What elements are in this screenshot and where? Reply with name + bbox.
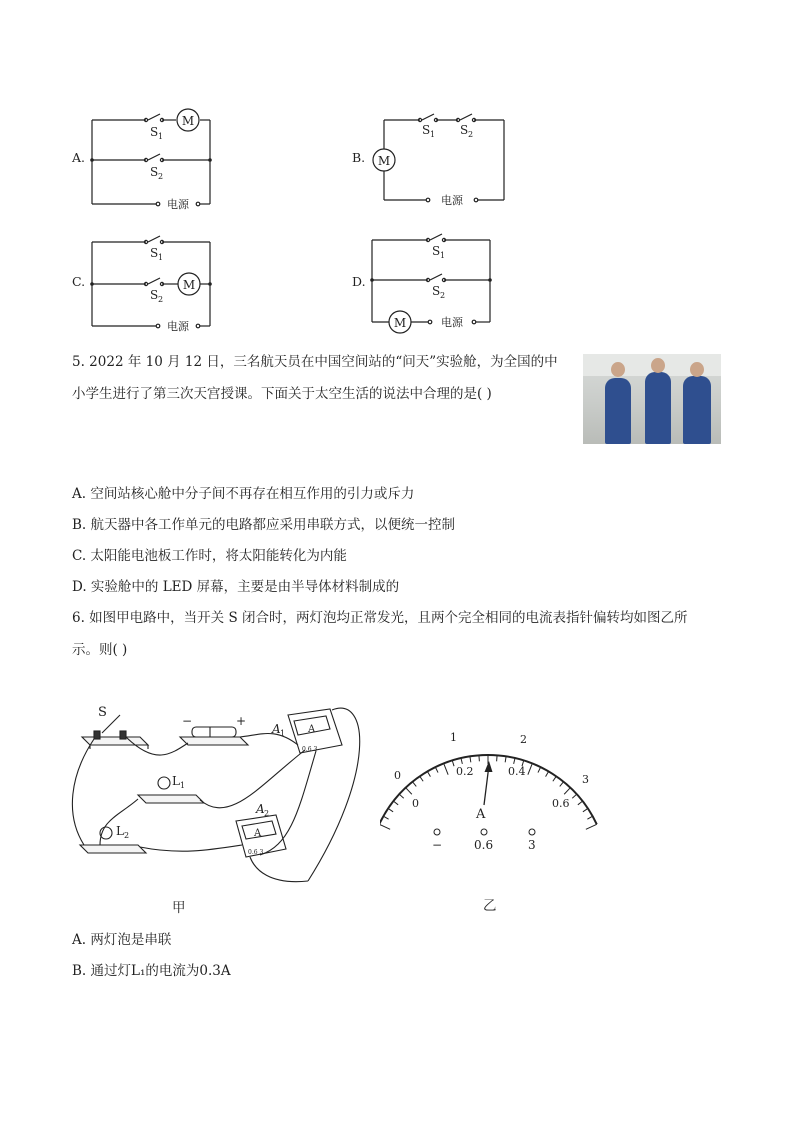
battery-plus-label: +	[236, 714, 247, 728]
lower-scale-0-4: 0.4	[508, 765, 526, 778]
dial-tick	[586, 824, 597, 829]
q6-choice-b[interactable]: B. 通过灯L₁的电流为0.3A	[72, 963, 231, 979]
s2-label: S	[432, 284, 441, 298]
option-d-label: D.	[352, 274, 366, 289]
ammeter2-terminals: 0.6 3	[248, 849, 264, 856]
q6-stem-line1: 6. 如图甲电路中，当开关 S 闭合时，两灯泡均正常发光，且两个完全相同的电流表指针偏转均如图乙所	[72, 610, 688, 626]
circuit-diagram-c	[88, 230, 216, 335]
s2-label: S	[150, 165, 159, 179]
battery-minus-label: −	[182, 714, 193, 728]
terminal-3: 3	[528, 838, 536, 852]
power-source-label: 电源	[441, 194, 463, 207]
upper-scale-0: 0	[394, 769, 401, 782]
upper-scale-1: 1	[450, 731, 457, 744]
circuit-diagram-a	[88, 105, 216, 215]
power-source-label: 电源	[167, 198, 189, 211]
s2-label: S	[150, 288, 159, 302]
lower-scale-0-2: 0.2	[456, 765, 474, 778]
s1-subscript: 1	[158, 132, 164, 141]
lamp1-label: L	[172, 774, 180, 788]
q5-stem-line1: 5. 2022 年 10 月 12 日，三名航天员在中国空间站的“问天”实验舱，为全国的中	[72, 354, 558, 370]
power-source-label: 电源	[167, 320, 189, 333]
dial-tick	[444, 763, 448, 774]
dial-unit-label: A	[476, 807, 486, 822]
figure-yi-caption: 乙	[483, 898, 497, 914]
lower-scale-0-6: 0.6	[552, 797, 570, 810]
ammeter1-face: A	[308, 724, 316, 735]
figure-yi-ammeter-dial	[380, 725, 600, 855]
upper-scale-3: 3	[582, 773, 589, 786]
lamp2-label: L	[116, 824, 124, 838]
circuit-diagram-b	[366, 105, 511, 210]
circuit-diagram-d	[368, 228, 496, 334]
figure-jia-circuit	[60, 695, 380, 895]
q5-stem-line2: 小学生进行了第三次天宫授课。下面关于太空生活的说法中合理的是( )	[72, 386, 492, 402]
s1-label: S	[422, 123, 431, 137]
motor-label: M	[377, 154, 391, 168]
ammeter1-subscript: 1	[280, 729, 286, 738]
motor-label: M	[393, 316, 407, 330]
s2-subscript: 2	[158, 295, 164, 304]
s1-subscript: 1	[158, 253, 164, 262]
q5-choice-a[interactable]: A. 空间站核心舱中分子间不再存在相互作用的引力或斥力	[72, 486, 415, 502]
motor-label: M	[182, 278, 196, 292]
lower-scale-0: 0	[412, 797, 419, 810]
dial-tick	[528, 763, 532, 774]
switch-label: S	[98, 705, 107, 720]
dial-pointer-head	[485, 761, 493, 772]
q5-choice-b[interactable]: B. 航天器中各工作单元的电路都应采用串联方式，以便统一控制	[72, 517, 456, 533]
s1-label: S	[150, 125, 159, 139]
s1-label: S	[150, 246, 159, 260]
s1-subscript: 1	[430, 130, 436, 139]
s2-subscript: 2	[158, 172, 164, 181]
dial-tick	[380, 824, 390, 829]
s1-subscript: 1	[440, 251, 446, 260]
terminal-0-6: 0.6	[474, 838, 494, 852]
lamp2-subscript: 2	[124, 831, 130, 840]
option-c-label: C.	[72, 274, 86, 289]
q6-choice-a[interactable]: A. 两灯泡是串联	[72, 932, 172, 948]
dial-tick	[564, 788, 570, 795]
figure-jia-caption: 甲	[172, 900, 186, 916]
ammeter1-label: A	[272, 722, 281, 736]
q5-choice-d[interactable]: D. 实验舱中的 LED 屏幕，主要是由半导体材料制成的	[72, 579, 400, 595]
q5-choice-c[interactable]: C. 太阳能电池板工作时，将太阳能转化为内能	[72, 548, 347, 564]
dial-tick	[406, 788, 412, 795]
s1-label: S	[432, 244, 441, 258]
option-b-label: B.	[352, 150, 366, 165]
option-a-label: A.	[72, 150, 86, 165]
ammeter1-terminals: 0.6 3	[302, 746, 318, 753]
s2-subscript: 2	[468, 130, 474, 139]
ammeter2-label: A	[256, 802, 265, 816]
motor-label: M	[181, 114, 195, 128]
astronauts-photo	[583, 354, 721, 444]
q6-stem-line2: 示。则( )	[72, 642, 128, 658]
ammeter2-face: A	[254, 828, 262, 839]
terminal-minus: −	[432, 838, 443, 852]
s2-subscript: 2	[440, 291, 446, 300]
upper-scale-2: 2	[520, 733, 527, 746]
power-source-label: 电源	[441, 316, 463, 329]
s2-label: S	[460, 123, 469, 137]
ammeter2-subscript: 2	[264, 809, 270, 818]
lamp1-subscript: 1	[180, 781, 186, 790]
